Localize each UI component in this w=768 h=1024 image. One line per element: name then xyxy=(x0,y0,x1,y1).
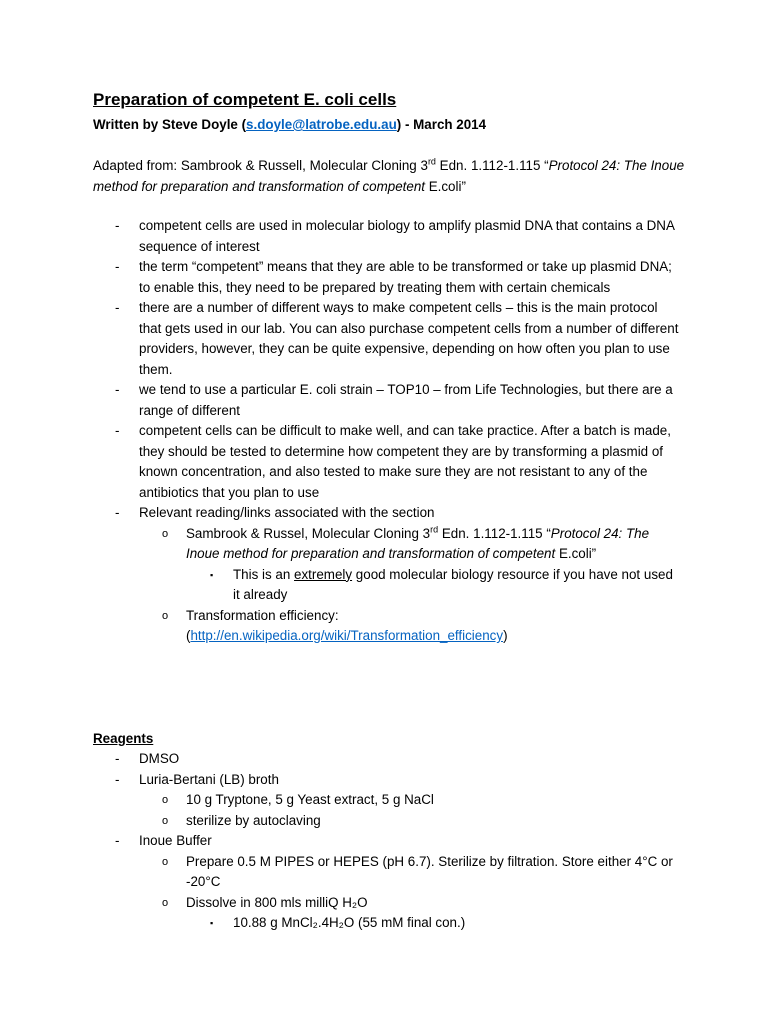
adapted-superscript: rd xyxy=(427,156,436,167)
bullet-text: the term “competent” means that they are able to be transformed or take up plasmid DNA; to enable this, they need to be prepared by treating them with certain chemicals xyxy=(139,259,672,295)
bullet-text: there are a number of different ways to make competent cells – this is the main protocol that gets used in our lab. You can also purchase competent cells from a number of different providers, however, they can be quite expensive, depending on how often you plan to use them. xyxy=(139,300,679,377)
inoue-subitem-text: Prepare 0.5 M PIPES or HEPES (pH 6.7). Sterilize by filtration. Store either 4°C or -20°C xyxy=(186,853,673,889)
circle-marker: o xyxy=(162,814,169,827)
reagents-list xyxy=(0,749,768,934)
reading-reference-item xyxy=(0,524,680,565)
dash-marker: - xyxy=(115,382,120,397)
square-marker: ▪ xyxy=(210,918,214,928)
lb-subitem xyxy=(0,811,680,832)
dash-marker: - xyxy=(115,259,120,274)
efficiency-close: ) xyxy=(503,628,508,643)
byline-suffix: ) - March 2014 xyxy=(396,117,487,132)
reagent-dmso: DMSO xyxy=(139,751,180,766)
author-byline xyxy=(93,115,486,136)
reagent-item xyxy=(0,770,679,791)
efficiency-open: ( xyxy=(186,628,191,643)
note-suffix: good molecular biology resource if you have not used it already xyxy=(233,566,673,602)
note-underlined: extremely xyxy=(294,566,353,582)
ref-prefix: Sambrook & Russel, Molecular Cloning 3 xyxy=(186,525,431,541)
intro-bullet-list xyxy=(0,216,768,647)
square-marker: ▪ xyxy=(210,569,214,580)
circle-marker: o xyxy=(162,855,169,868)
dash-marker: - xyxy=(115,833,120,848)
adapted-from-text xyxy=(93,156,693,197)
reagent-item xyxy=(0,831,679,852)
bullet-text: competent cells are used in molecular biology to amplify plasmid DNA that contains a DNA sequence of interest xyxy=(139,218,675,254)
ref-mid: Edn. 1.112-1.115 “ xyxy=(438,525,551,541)
author-email-link[interactable]: s.doyle@latrobe.edu.au xyxy=(246,117,397,132)
dash-marker: - xyxy=(115,751,120,766)
note-prefix: This is an xyxy=(233,566,295,582)
bullet-item xyxy=(0,380,679,421)
bullet-item xyxy=(0,298,679,380)
bullet-item xyxy=(0,216,679,257)
ref-superscript: rd xyxy=(430,524,439,535)
inoue-subitem-text: Dissolve in 800 mls milliQ H₂O xyxy=(186,894,368,910)
inoue-subitem xyxy=(0,852,680,893)
bullet-text: we tend to use a particular E. coli strain – TOP10 – from Life Technologies, but there are a range of different xyxy=(139,382,673,418)
dash-marker: - xyxy=(115,300,120,315)
lb-subitem-text: sterilize by autoclaving xyxy=(186,812,321,828)
inoue-subsubitem-text: 10.88 g MnCl₂.4H₂O (55 mM final con.) xyxy=(233,915,466,930)
circle-marker: o xyxy=(162,527,169,540)
byline-prefix: Written by Steve Doyle ( xyxy=(93,117,247,132)
bullet-item xyxy=(0,421,679,503)
reagent-item xyxy=(0,749,679,770)
dash-marker: - xyxy=(115,423,120,438)
bullet-text: competent cells can be difficult to make well, and can take practice. After a batch is made, they should be tested to determine how competent they are by transforming a plasmid of known concentration, and also tested to make sure they are not resistant to any of the antibiotics that you plan to use xyxy=(139,423,671,500)
lb-subitem xyxy=(0,790,680,811)
reagents-heading: Reagents xyxy=(93,731,154,746)
efficiency-item xyxy=(0,606,680,647)
adapted-prefix: Adapted from: Sambrook & Russell, Molecular Cloning 3 xyxy=(93,158,428,173)
dash-marker: - xyxy=(115,771,120,787)
adapted-mid: Edn. 1.112-1.115 “ xyxy=(435,158,549,173)
circle-marker: o xyxy=(162,794,169,806)
bullet-item xyxy=(0,503,679,524)
lb-subitem-text: 10 g Tryptone, 5 g Yeast extract, 5 g NaCl xyxy=(186,792,434,807)
dash-marker: - xyxy=(115,505,120,520)
document-title: Preparation of competent E. coli cells xyxy=(93,90,397,109)
ref-italic: Protocol 24: The Inoue method for preparation and transformation of competent xyxy=(186,525,650,561)
efficiency-label: Transformation efficiency: xyxy=(186,607,339,623)
adapted-italic: Protocol 24: The Inoue method for preparation and transformation of competent xyxy=(93,158,685,194)
reagent-lb: Luria-Bertani (LB) broth xyxy=(139,771,279,787)
reagent-inoue: Inoue Buffer xyxy=(139,833,212,848)
inoue-subsubitem xyxy=(0,913,680,934)
circle-marker: o xyxy=(162,896,169,909)
ref-tail: E.coli” xyxy=(558,546,597,561)
inoue-subitem xyxy=(0,893,680,914)
dash-marker: - xyxy=(115,218,120,233)
wikipedia-link[interactable]: http://en.wikipedia.org/wiki/Transformation_efficiency xyxy=(190,628,504,643)
adapted-tail: E.coli” xyxy=(428,178,466,194)
reading-note-item xyxy=(0,565,680,606)
bullet-item xyxy=(0,257,679,298)
bullet-text: Relevant reading/links associated with the section xyxy=(139,505,435,520)
circle-marker: o xyxy=(162,609,169,622)
